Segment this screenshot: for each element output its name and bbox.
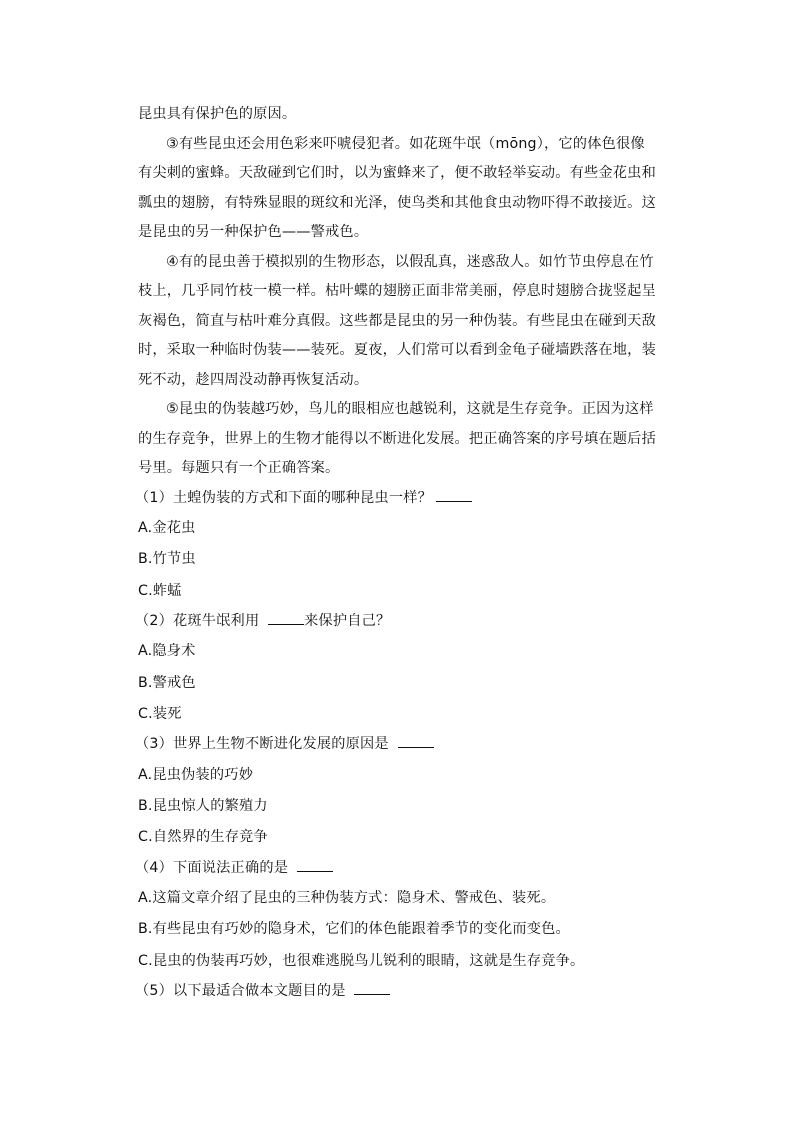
passage-paragraph-5: ⑤昆虫的伪装越巧妙，鸟儿的眼相应也越锐利，这就是生存竞争。正因为这样的生存竞争，世界上的生物才能得以不断进化发展。把正确答案的序号填在题后括号里。每题只有一个正确答案。 — [138, 401, 656, 476]
question-1-stem: （1）土蝗伪装的方式和下面的哪种昆虫一样？ — [135, 489, 432, 506]
question-5-answer-blank[interactable] — [354, 980, 390, 995]
question-4-stem: （4）下面说法正确的是 — [135, 859, 293, 876]
question-3 — [135, 730, 658, 760]
question-4-option-b[interactable]: B.有些昆虫有巧妙的隐身术，它们的体色能跟着季节的变化而变色。 — [138, 921, 570, 938]
question-2-option-c[interactable]: C.装死 — [138, 705, 182, 722]
passage-paragraph-3: ③有些昆虫还会用色彩来吓唬侵犯者。如花斑牛氓（mōng），它的体色很像有尖刺的蜜蜂。天敌碰到它们时，以为蜜蜂来了，便不敢轻举妄动。有些金花虫和瓢虫的翅膀，有特殊显眼的斑纹和光泽，使鸟类和其他食虫动物吓得不敢接近。这是昆虫的另一种保护色——警戒色。 — [138, 135, 656, 240]
question-2 — [135, 607, 658, 637]
question-3-stem: （3）世界上生物不断进化发展的原因是 — [135, 736, 394, 753]
question-4-answer-blank[interactable] — [297, 857, 333, 872]
question-1-option-a[interactable]: A.金花虫 — [138, 520, 196, 536]
question-1 — [135, 484, 658, 514]
question-3-answer-blank[interactable] — [398, 733, 434, 748]
question-1-option-c[interactable]: C.蚱蜢 — [138, 582, 182, 599]
passage-paragraph-1: 昆虫具有保护色的原因。 — [138, 106, 297, 122]
question-4-option-a[interactable]: A.这篇文章介绍了昆虫的三种伪装方式：隐身术、警戒色、装死。 — [138, 890, 556, 907]
question-2-stem-after: 来保护自己？ — [304, 612, 391, 629]
question-5 — [135, 977, 658, 1007]
question-2-stem: （2）花斑牛氓利用 — [135, 612, 265, 629]
question-2-option-b[interactable]: B.警戒色 — [138, 674, 196, 691]
question-1-option-b[interactable]: B.竹节虫 — [138, 551, 196, 568]
question-4 — [135, 854, 658, 884]
passage-paragraph-4: ④有的昆虫善于模拟别的生物形态，以假乱真，迷惑敌人。如竹节虫停息在竹枝上，几乎同竹枝一模一样。枯叶蝶的翅膀正面非常美丽，停息时翅膀合拢竖起呈灰褐色，简直与枯叶难分真假。这些都是昆虫的另一种伪装。有些昆虫在碰到天敌时，采取一种临时伪装——装死。夏夜，人们常可以看到金龟子碰墙跌落在地，装死不动，趁四周没动静再恢复活动。 — [138, 253, 656, 388]
question-5-stem: （5）以下最适合做本文题目的是 — [135, 983, 351, 1000]
question-3-option-c[interactable]: C.自然界的生存竞争 — [138, 829, 268, 846]
question-2-option-a[interactable]: A.隐身术 — [138, 643, 196, 660]
document-content — [135, 100, 658, 1007]
question-3-option-a[interactable]: A.昆虫伪装的巧妙 — [138, 766, 254, 783]
question-1-answer-blank[interactable] — [436, 487, 472, 502]
question-3-option-b[interactable]: B.昆虫惊人的繁殖力 — [138, 798, 268, 815]
question-4-option-c[interactable]: C.昆虫的伪装再巧妙，也很难逃脱鸟儿锐利的眼睛，这就是生存竞争。 — [138, 952, 585, 969]
question-2-answer-blank[interactable] — [268, 610, 304, 625]
